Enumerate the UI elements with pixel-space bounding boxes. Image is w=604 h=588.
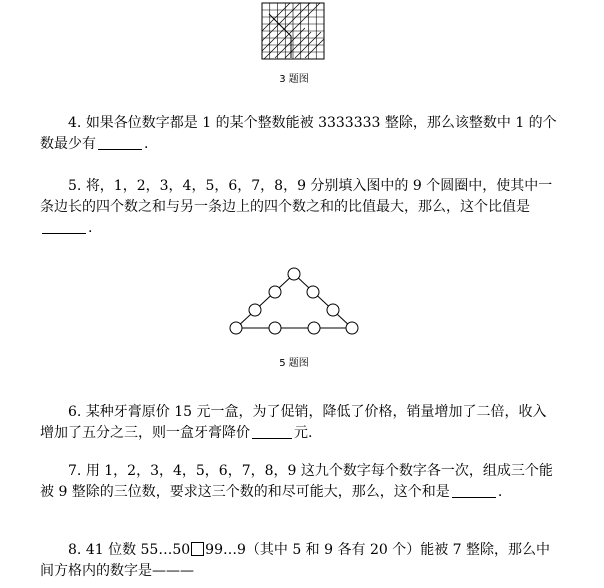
question-number: 8. <box>68 542 82 558</box>
question-text-end: 元. <box>294 425 313 441</box>
question-text-end: . <box>88 220 93 236</box>
question-text-end: ——— <box>152 563 194 579</box>
answer-box <box>191 542 204 556</box>
figure-3-grid <box>261 2 325 64</box>
figure-5-triangle <box>226 262 362 338</box>
question-text-end: . <box>144 136 149 152</box>
question-text: 将，1，2，3，4，5，6，7，8，9 分别填入图中的 9 个圆圈中，使其中一条边长的四个数之和与另一条边上的四个数之和的比值最大，那么，这个比值是 <box>40 178 553 215</box>
circle-bottom-right <box>346 322 358 334</box>
answer-blank <box>252 424 292 439</box>
question-4 <box>40 113 560 155</box>
answer-blank <box>98 135 142 150</box>
circle-bottom-2 <box>308 322 320 334</box>
circle-left-2 <box>249 304 261 316</box>
answer-blank <box>452 483 496 498</box>
figure-3-svg <box>261 2 325 64</box>
figure-5-svg <box>226 262 362 338</box>
question-text: 41 位数 55…50 <box>85 542 191 558</box>
question-number: 6. <box>68 404 82 420</box>
question-6 <box>40 402 560 444</box>
circle-left-1 <box>269 286 281 298</box>
question-text: 某种牙膏原价 15 元一盒，为了促销，降低了价格，销量增加了二倍，收入增加了五分之三，则一盒牙膏降价 <box>40 404 547 441</box>
circle-right-2 <box>327 304 339 316</box>
answer-blank <box>42 219 86 234</box>
question-8 <box>40 540 560 582</box>
circle-bottom-left <box>230 322 242 334</box>
question-text: 用 1，2，3，4，5，6，7，8，9 这九个数字每个数字各一次，组成三个能被 9 整除的三位数，要求这三个数的和尽可能大，那么，这个和是 <box>40 463 553 500</box>
figure-3-caption: 3 题图 <box>279 74 309 85</box>
circle-top <box>288 268 300 280</box>
question-number: 4. <box>68 115 82 131</box>
question-text-middle: 99…9（其中 5 和 9 各有 20 个）能被 7 整除，那么中间方格内的数字是 <box>40 542 551 579</box>
question-5 <box>40 176 560 239</box>
question-number: 5. <box>68 178 82 194</box>
question-text-end: . <box>497 484 503 500</box>
figure-5-caption: 5 题图 <box>279 358 309 369</box>
circle-bottom-1 <box>269 322 281 334</box>
question-text: 如果各位数字都是 1 的某个整数能被 3333333 整除，那么该整数中 1 的个数最少有 <box>40 115 557 152</box>
circle-right-1 <box>307 286 319 298</box>
question-7 <box>40 461 560 503</box>
question-number: 7. <box>68 463 82 479</box>
